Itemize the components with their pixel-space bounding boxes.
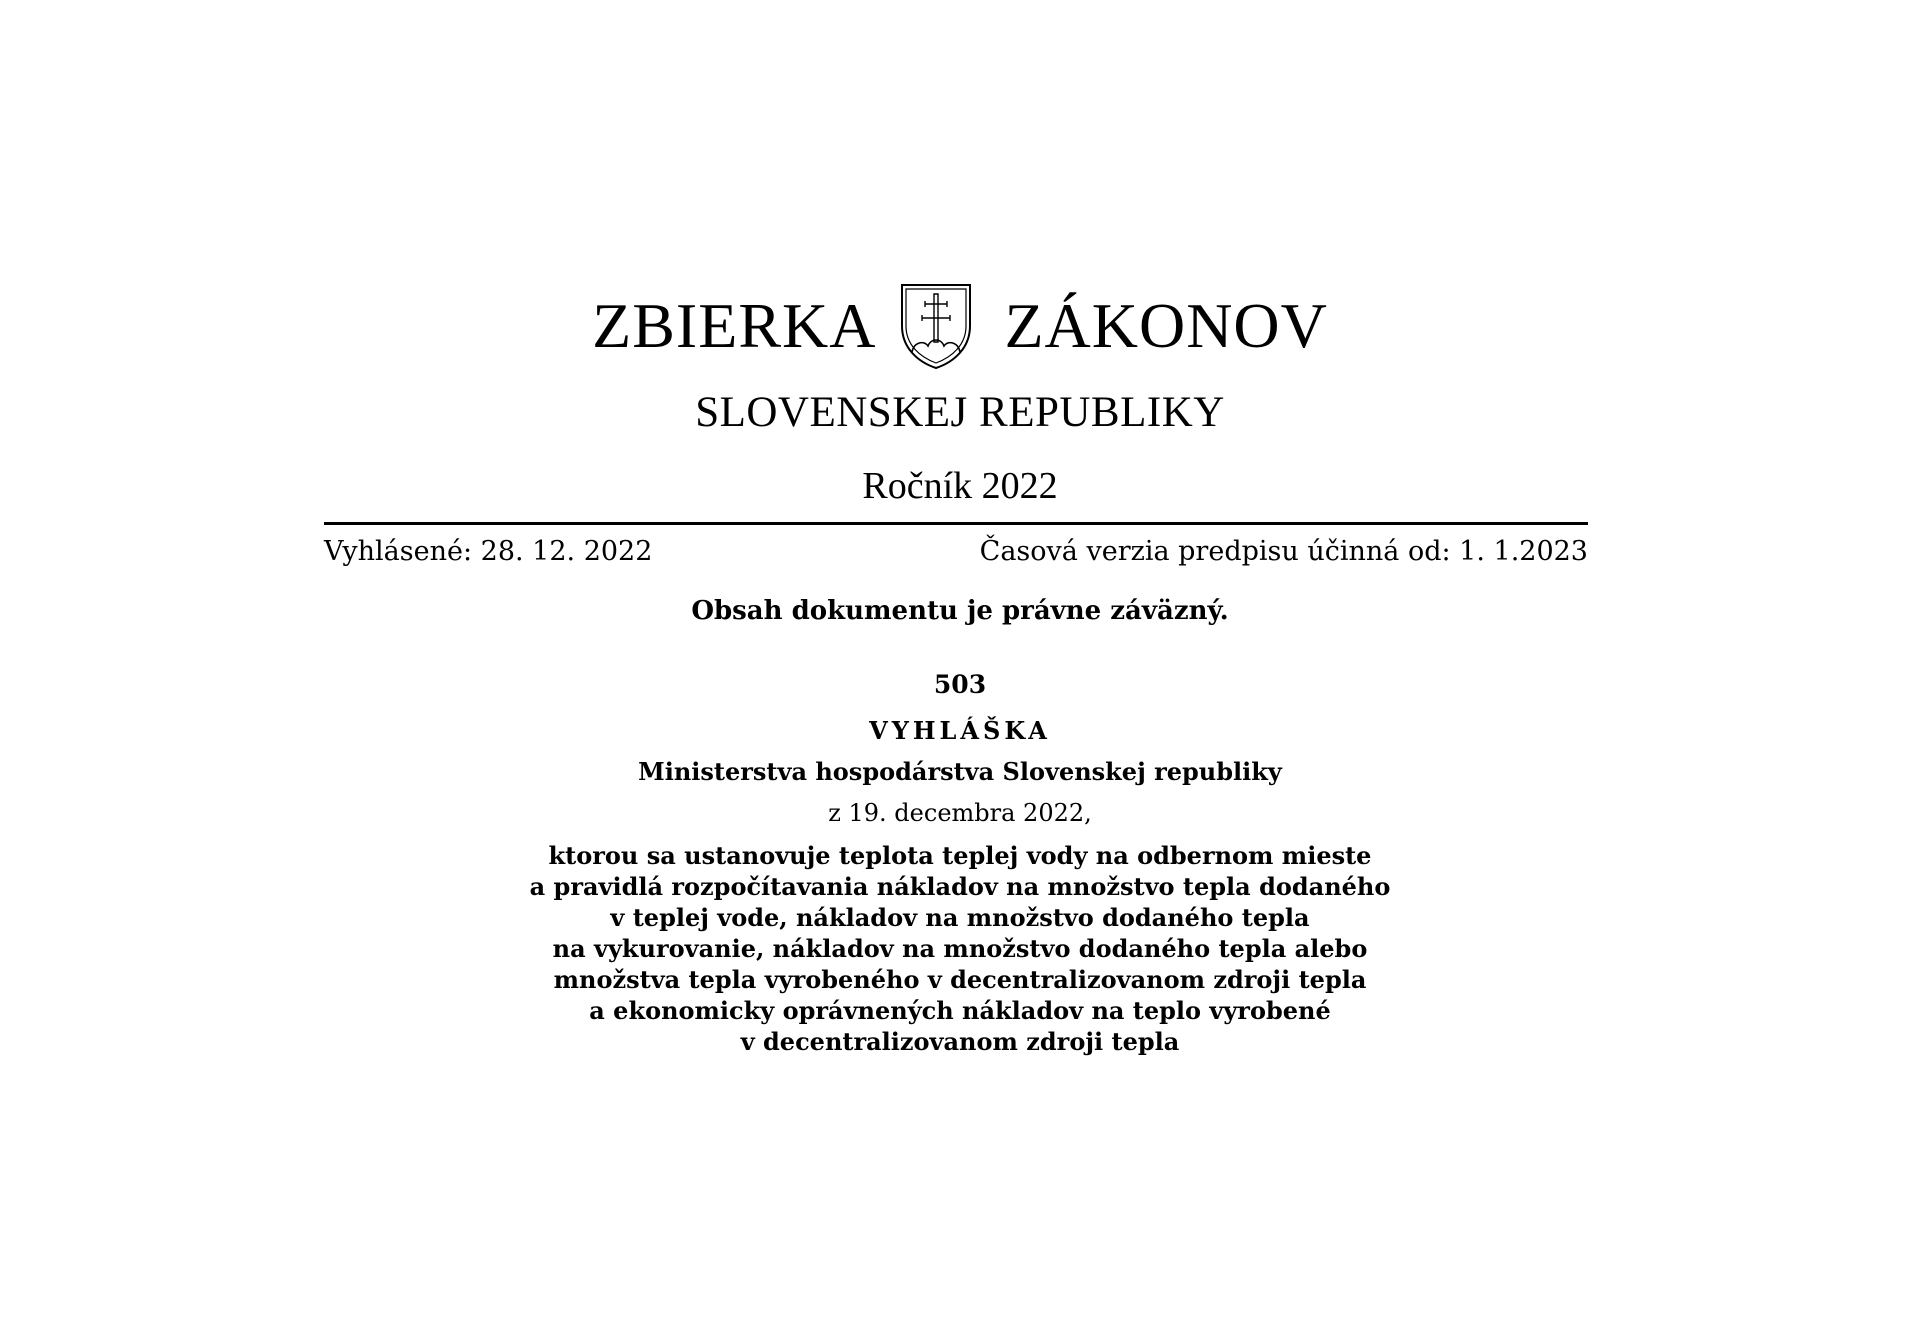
published-date: Vyhlásené: 28. 12. 2022: [324, 536, 653, 567]
masthead-title-left: ZBIERKA: [592, 290, 877, 361]
masthead-title-right: ZÁKONOV: [1004, 290, 1328, 361]
document-title-line: a ekonomicky oprávnených nákladov na teplo vyrobené: [589, 996, 1331, 1025]
masthead: [0, 276, 1920, 376]
document-date: z 19. decembra 2022,: [828, 799, 1092, 827]
document-title-line: v decentralizovanom zdroji tepla: [740, 1027, 1180, 1056]
header-divider: [324, 522, 1588, 525]
document-title-line: množstva tepla vyrobeného v decentralizovanom zdroji tepla: [553, 965, 1367, 994]
binding-notice: Obsah dokumentu je právne záväzný.: [691, 596, 1229, 626]
document-title-line: v teplej vode, nákladov na množstvo dodaného tepla: [610, 903, 1310, 932]
effective-date: Časová verzia predpisu účinná od: 1. 1.2023: [979, 536, 1588, 567]
year-label: Ročník 2022: [862, 465, 1058, 507]
document-issuer: Ministerstva hospodárstva Slovenskej republiky: [638, 757, 1282, 786]
document-title-line: ktorou sa ustanovuje teplota teplej vody na odbernom mieste: [548, 841, 1372, 870]
document-type: VYHLÁŠKA: [869, 716, 1051, 745]
document-number: 503: [933, 670, 987, 699]
document-title: [0, 840, 1920, 1057]
slovak-coat-of-arms-icon: [898, 282, 974, 370]
masthead-subtitle: SLOVENSKEJ REPUBLIKY: [695, 389, 1225, 436]
document-title-line: a pravidlá rozpočítavania nákladov na množstvo tepla dodaného: [529, 872, 1391, 901]
document-title-line: na vykurovanie, nákladov na množstvo dodaného tepla alebo: [552, 934, 1368, 963]
